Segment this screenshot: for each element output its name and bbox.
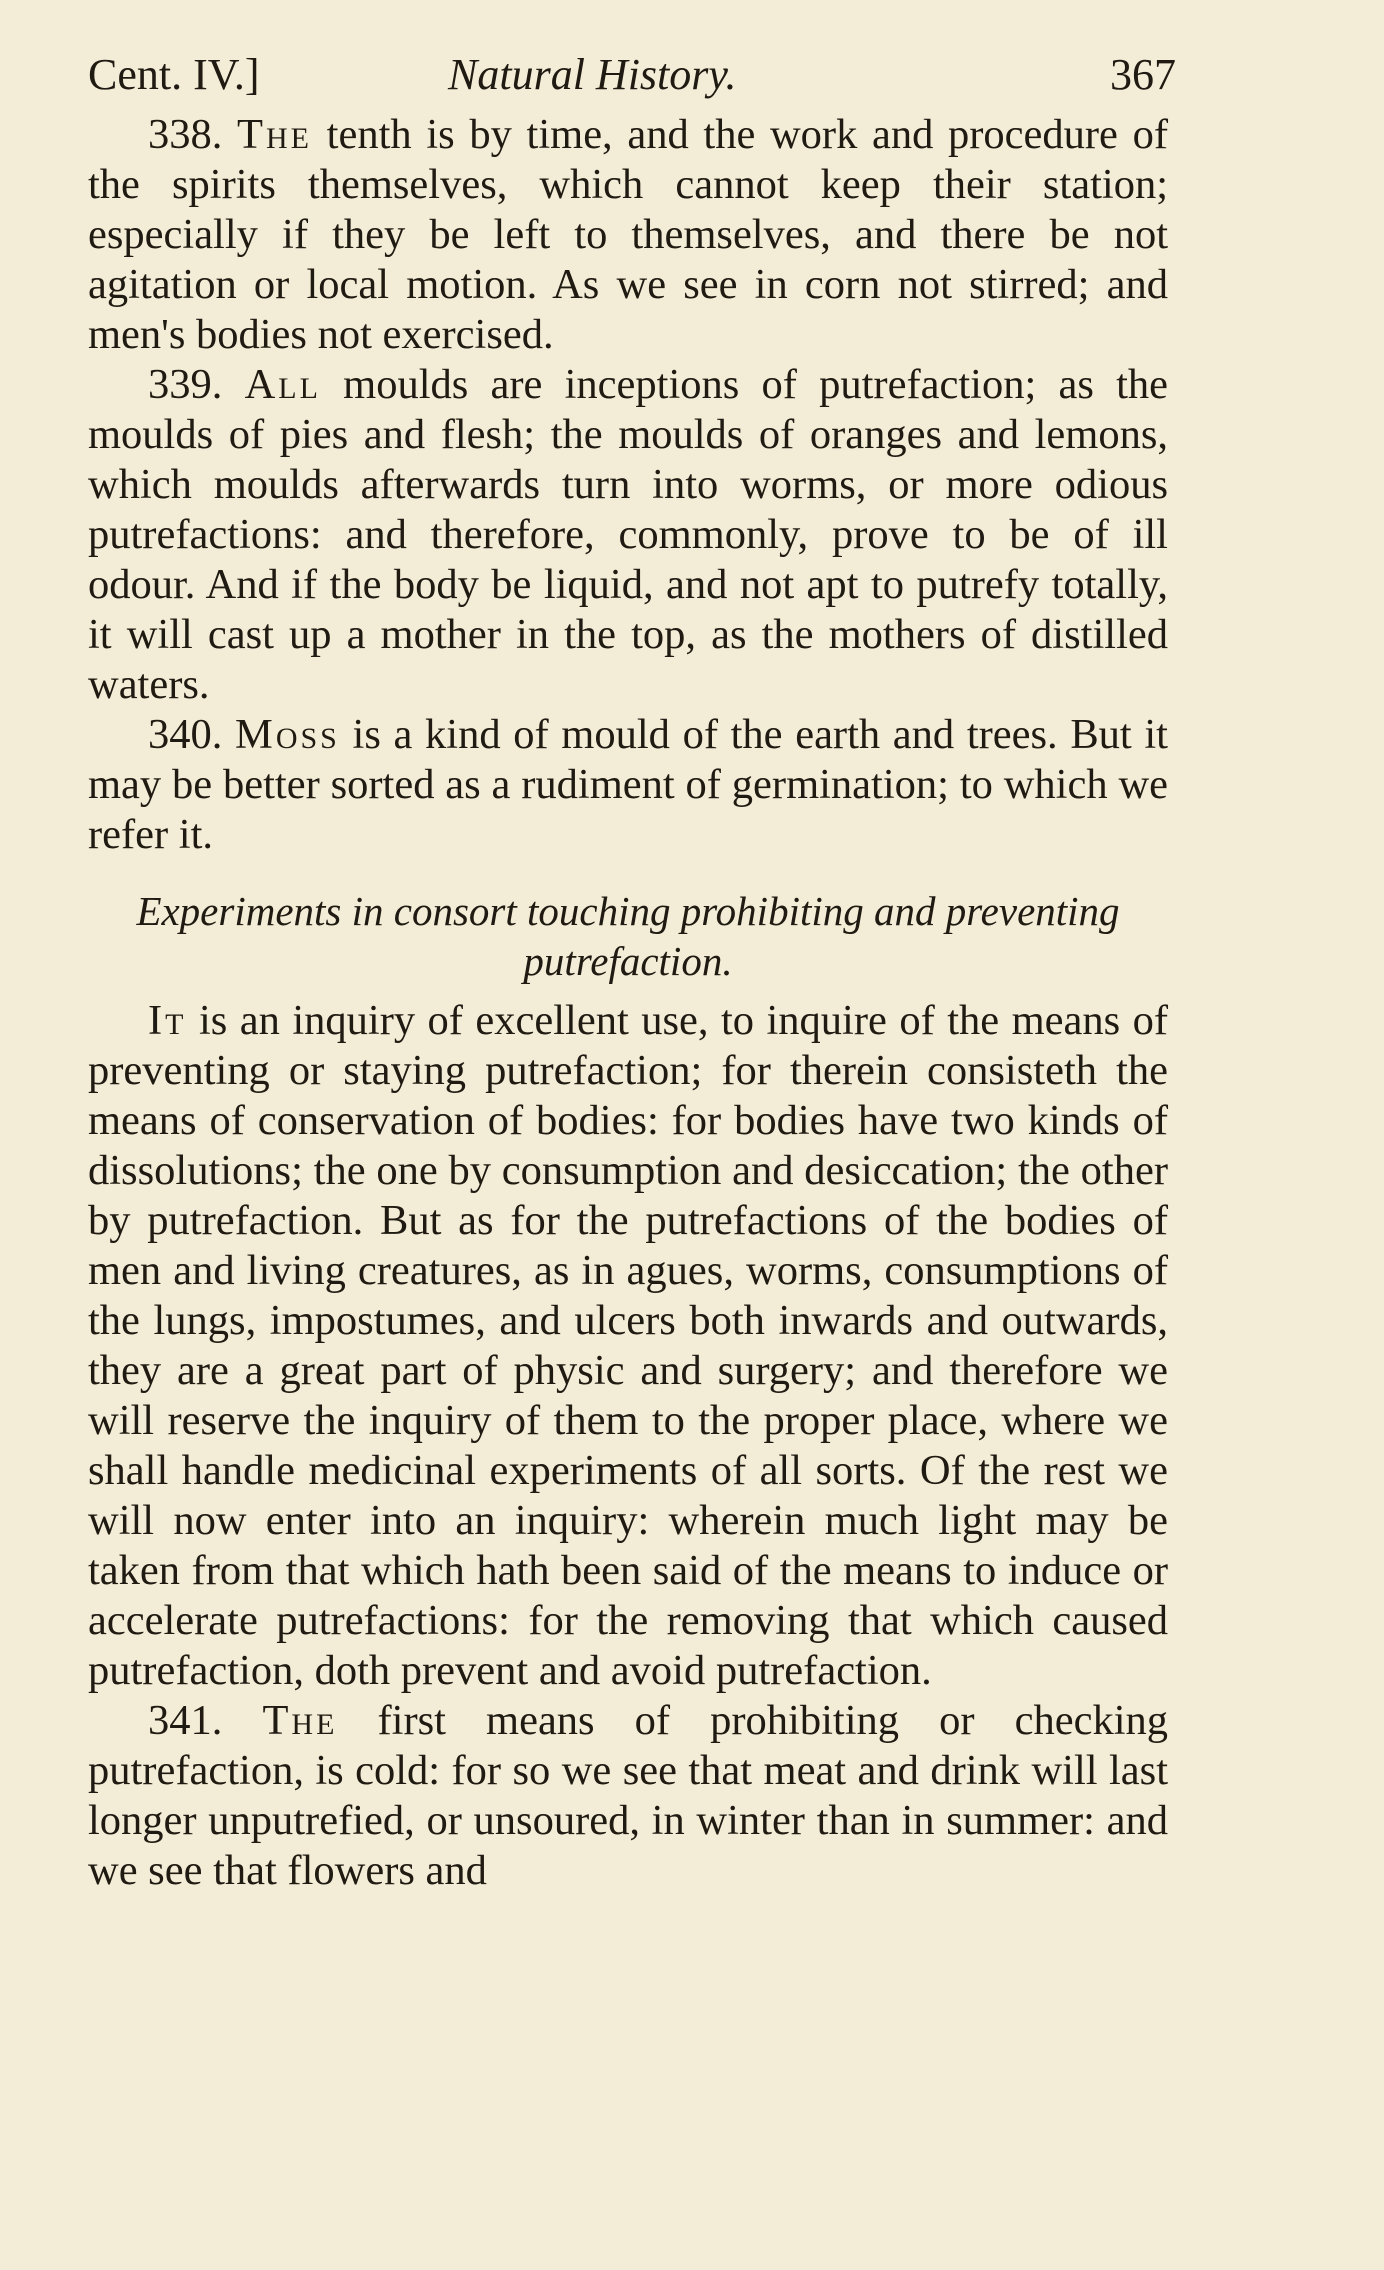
paragraph-text: tenth is by time, and the work and procedure of the spirits themselves, which cannot keep their station; especially if they be left to themselves, and there be not agitation or local motion. As we see in corn not stirred; and men's bodies not exercised. xyxy=(88,111,1168,358)
paragraph-text: first means of prohibiting or checking putrefaction, is cold: for so we see that meat and drink will last longer unputrefied, or unsoured, in winter than in summer: and we see that flowers and xyxy=(88,1697,1168,1894)
section-intro-paragraph xyxy=(88,996,1168,1696)
paragraph-text: is an inquiry of excellent use, to inquire of the means of preventing or staying putrefaction; for therein consisteth the means of conservation of bodies: for bodies have two kinds of dissolutions; the one by consumption and desiccation; the other by putrefaction. But as for the putrefactions of the bodies of men and living creatures, as in agues, worms, consumptions of the lungs, impostumes, and ulcers both inwards and outwards, they are a great part of physic and surgery; and therefore we will reserve the inquiry of them to the proper place, where we shall handle medicinal experiments of all sorts. Of the rest we will now enter into an inquiry: wherein much light may be taken from that which hath been said of the means to induce or accelerate putrefactions: for the removing that which caused putrefaction, doth prevent and avoid putrefaction. xyxy=(88,997,1169,1694)
paragraph-number: 339. xyxy=(148,361,223,408)
paragraph-number: 338. xyxy=(148,111,223,158)
paragraph-lead-word: Moss xyxy=(235,711,340,758)
section-heading: Experiments in consort touching prohibiting and preventing putrefaction. xyxy=(136,888,1120,984)
paragraph-341 xyxy=(88,1696,1168,1896)
paragraph-lead-word: It xyxy=(148,997,187,1044)
book-title: Natural History. xyxy=(448,50,737,99)
paragraph-text: is a kind of mould of the earth and trees. But it may be better sorted as a rudiment of germination; to which we refer it. xyxy=(88,711,1168,858)
paragraph-lead-word: All xyxy=(244,361,321,408)
paragraph-number: 340. xyxy=(148,711,223,758)
chapter-reference: Cent. IV.] xyxy=(88,50,260,99)
book-page xyxy=(88,40,1176,1896)
paragraph-lead-word: The xyxy=(237,111,312,158)
paragraph-339 xyxy=(88,360,1168,710)
paragraph-lead-word: The xyxy=(262,1697,338,1744)
paragraph-text: moulds are inceptions of putrefaction; as the moulds of pies and flesh; the moulds of oranges and lemons, which moulds afterwards turn into worms, or more odious putrefactions: and therefore, commonly, prove to be of ill odour. And if the body be liquid, and not apt to putrefy totally, it will cast up a mother in the top, as the mothers of distilled waters. xyxy=(88,361,1169,708)
running-head xyxy=(88,40,1176,110)
paragraph-338 xyxy=(88,110,1168,360)
paragraph-340 xyxy=(88,710,1168,860)
page-number: 367 xyxy=(1110,50,1176,99)
paragraph-number: 341. xyxy=(148,1697,223,1744)
